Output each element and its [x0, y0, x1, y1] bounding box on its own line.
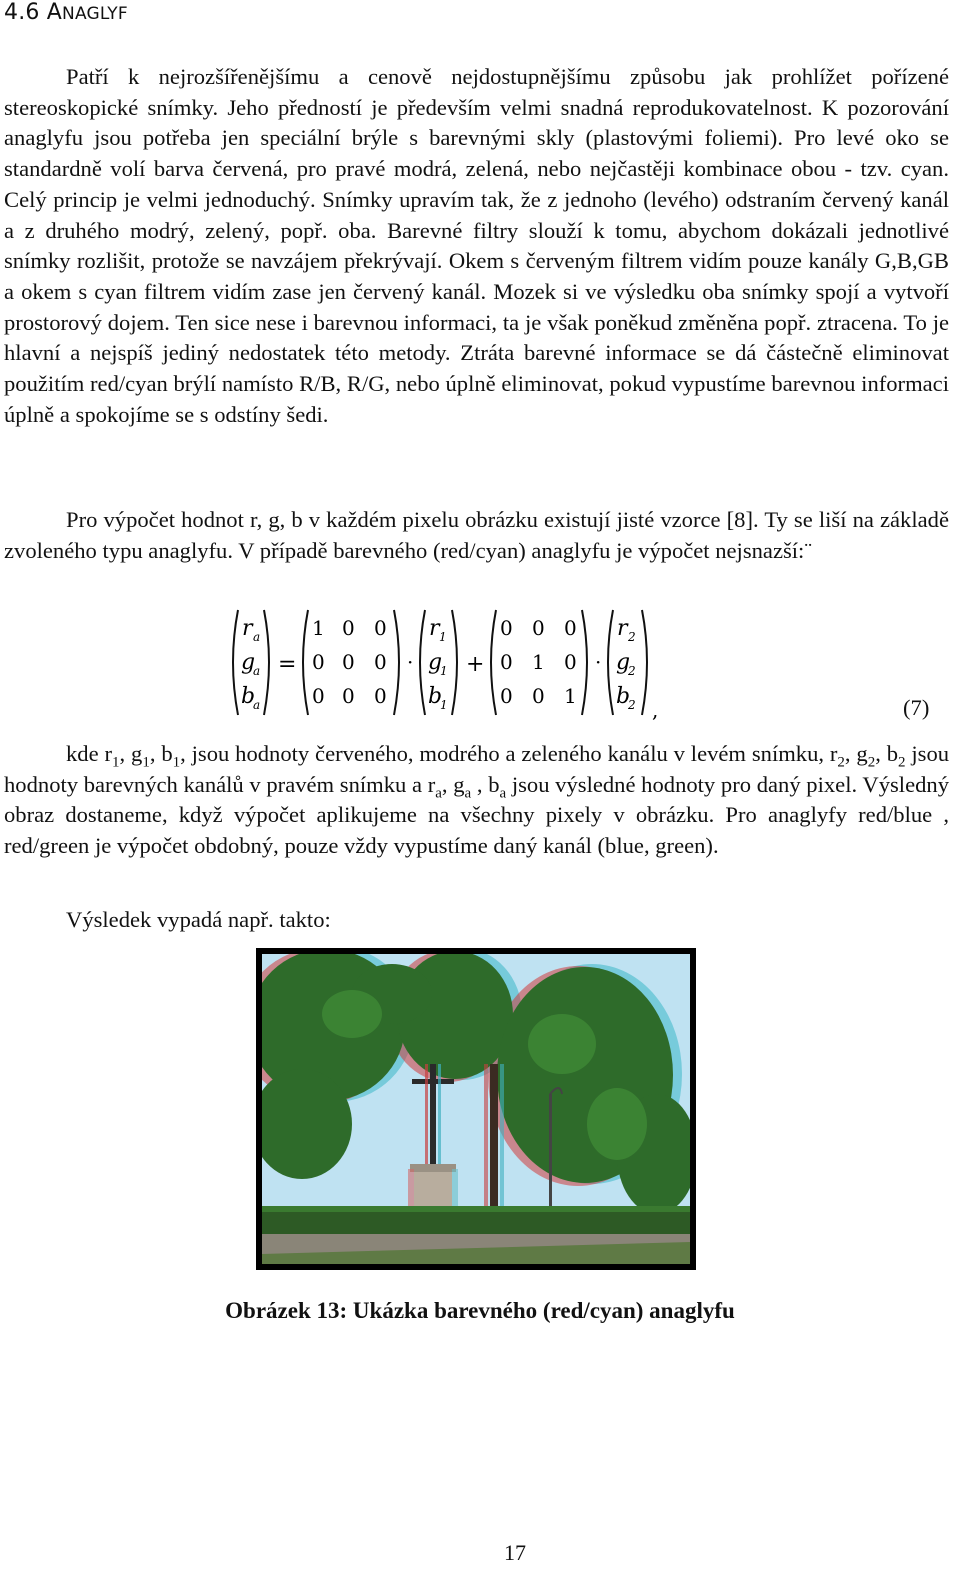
matrix1-cell: 0 — [342, 650, 355, 674]
matrix2-cell: 0 — [500, 650, 513, 674]
matrix2-cell: 0 — [500, 684, 513, 708]
p3-sub: 2 — [837, 754, 845, 771]
dot-operator: · — [407, 650, 414, 674]
anaglyph-photo-image — [262, 954, 690, 1264]
p3-sub: 2 — [867, 754, 876, 771]
section-number: 4.6 — [4, 0, 40, 25]
vec2-g: g — [616, 650, 631, 675]
vec2-b-sub: 2 — [628, 698, 636, 712]
vec1-b-sub: 1 — [440, 698, 448, 712]
p3-text: , jsou hodnoty červeného, modrého a zeleného kanálu v levém snímku, r — [180, 741, 838, 766]
p3-sub: 1 — [112, 754, 120, 771]
vec2-r: r — [617, 616, 628, 641]
matrix2-cell: 0 — [564, 650, 577, 674]
equation-anaglyph — [224, 605, 674, 720]
lhs-r: r — [242, 616, 253, 641]
vec1-g-sub: 1 — [440, 664, 448, 678]
vec1-r: r — [429, 616, 440, 641]
p3-text: , b — [471, 771, 500, 797]
matrix2-cell: 0 — [500, 616, 513, 640]
figure-caption: Obrázek 13: Ukázka barevného (red/cyan) anaglyfu — [225, 1298, 735, 1323]
p3-text: , g — [119, 741, 143, 766]
matrix2-cell: 0 — [532, 616, 545, 640]
matrix1-cell: 0 — [374, 650, 387, 674]
matrix1-cell: 0 — [342, 616, 355, 640]
paragraph-formula-intro-text: Pro výpočet hodnot r, g, b v každém pixelu obrázku existují jisté vzorce [8]. Ty se liší na základě zvoleného typu anaglyfu. V případě barevného (red/cyan) anaglyfu je výpočet nejsnazší:¨ — [4, 507, 949, 563]
matrix1-cell: 0 — [374, 616, 387, 640]
vec2-b: b — [616, 684, 631, 709]
anaglyph-photo — [256, 948, 696, 1270]
plus-sign: + — [466, 652, 485, 677]
vec2-g-sub: 2 — [628, 664, 636, 678]
section-title-first: A — [46, 0, 63, 25]
p3-text: , b — [875, 741, 899, 766]
matrix1-cell: 1 — [312, 616, 325, 640]
p3-text: jsou hodnoty barevných kanálů v pravém snímku a r — [4, 741, 950, 797]
paragraph-intro-text: Patří k nejrozšířenějšímu a cenově nejdostupnějšímu způsobu jak prohlížet pořízené stereoskopické snímky. Jeho předností je především velmi snadná reprodukovatelnost. K pozorování anaglyfu jsou potřeba jen speciální brýle s barevnými skly (plastovými foliemi). Pro levé oko se standardně volí barva červená, pro pravé modrá, zelená, nebo nejčastěji kombinace obou - tzv. cyan. Celý princip je velmi jednoduchý. Snímky upravím tak, že z jednoho (levého) odstraním červený kanál a z druhého modrý, zelený, popř. oba. Barevné filtry slouží k tomu, abychom dokázali jednotlivé snímky rozlišit, protože se navzájem překrývají. Okem s červeným filtrem vidím pouze kanály G,B,GB a okem s cyan filtrem vidím zase jen červený kanál. Mozek si ve výsledku oba snímky spojí a vytvoří prostorový dojem. Ten sice nese i barevnou informaci, ta je však poněkud změněna popř. ztracena. To je hlavní a nejspíš jediný nedostatek této metody. Ztráta barevné informace se dá částečně eliminovat použitím red/cyan brýlí namísto R/B, R/G, nebo úplně eliminovat, pokud vypustíme barevnou informaci úplně a spokojíme se s odstíny šedi. — [4, 64, 949, 427]
lhs-b-sub: a — [253, 698, 261, 712]
lhs-g: g — [241, 650, 256, 675]
paragraph-result — [4, 905, 949, 936]
vec1-b: b — [428, 684, 443, 709]
p3-text: , g — [844, 741, 868, 766]
matrix1-cell: 0 — [342, 684, 355, 708]
matrix2-cell: 0 — [564, 616, 577, 640]
matrix2-cell: 1 — [532, 650, 545, 674]
p3-sub: 1 — [172, 754, 181, 771]
matrix1-cell: 0 — [312, 650, 325, 674]
page-number: 17 — [504, 1540, 526, 1565]
p3-sub: 1 — [142, 754, 150, 771]
p3-sub: a — [464, 785, 472, 802]
lhs-g-sub: a — [253, 664, 261, 678]
section-heading — [4, 0, 128, 25]
paragraph-variables — [4, 739, 949, 862]
section-title-rest: NAGLYF — [62, 4, 128, 24]
lhs-r-sub: a — [253, 630, 261, 644]
p3-sub: 2 — [898, 754, 906, 771]
paragraph-formula-intro — [4, 505, 949, 566]
p3-sub: a — [435, 785, 442, 802]
vec1-r-sub: 1 — [439, 630, 447, 644]
p3-text: jsou výsledné hodnoty pro daný pixel. Výsledný obraz dostaneme, když výpočet aplikujeme na všechny pixely v obrázku. Pro anaglyfy red/blue , red/green je výpočet obdobný, pouze vždy vypustíme daný kanál (blue, green). — [4, 771, 949, 859]
vec2-r-sub: 2 — [628, 630, 636, 644]
dot-operator-2: · — [595, 650, 602, 674]
vec1-g: g — [428, 650, 443, 675]
paragraph-result-text: Výsledek vypadá např. takto: — [66, 907, 331, 932]
matrix2-cell: 0 — [532, 684, 545, 708]
matrix2-cell: 1 — [564, 684, 577, 708]
paragraph-intro — [4, 62, 949, 430]
p3-sub: a — [499, 785, 507, 802]
matrix-1 — [312, 616, 387, 708]
lhs-b: b — [241, 684, 256, 709]
p3-text: kde r — [66, 741, 112, 766]
p3-text: , b — [149, 741, 173, 766]
matrix1-cell: 0 — [374, 684, 387, 708]
equation-comma: , — [652, 698, 659, 720]
equation-number: (7) — [903, 695, 930, 720]
p3-text: , g — [441, 771, 465, 797]
equals-sign: = — [278, 652, 297, 677]
matrix-2 — [500, 616, 577, 708]
matrix1-cell: 0 — [312, 684, 325, 708]
